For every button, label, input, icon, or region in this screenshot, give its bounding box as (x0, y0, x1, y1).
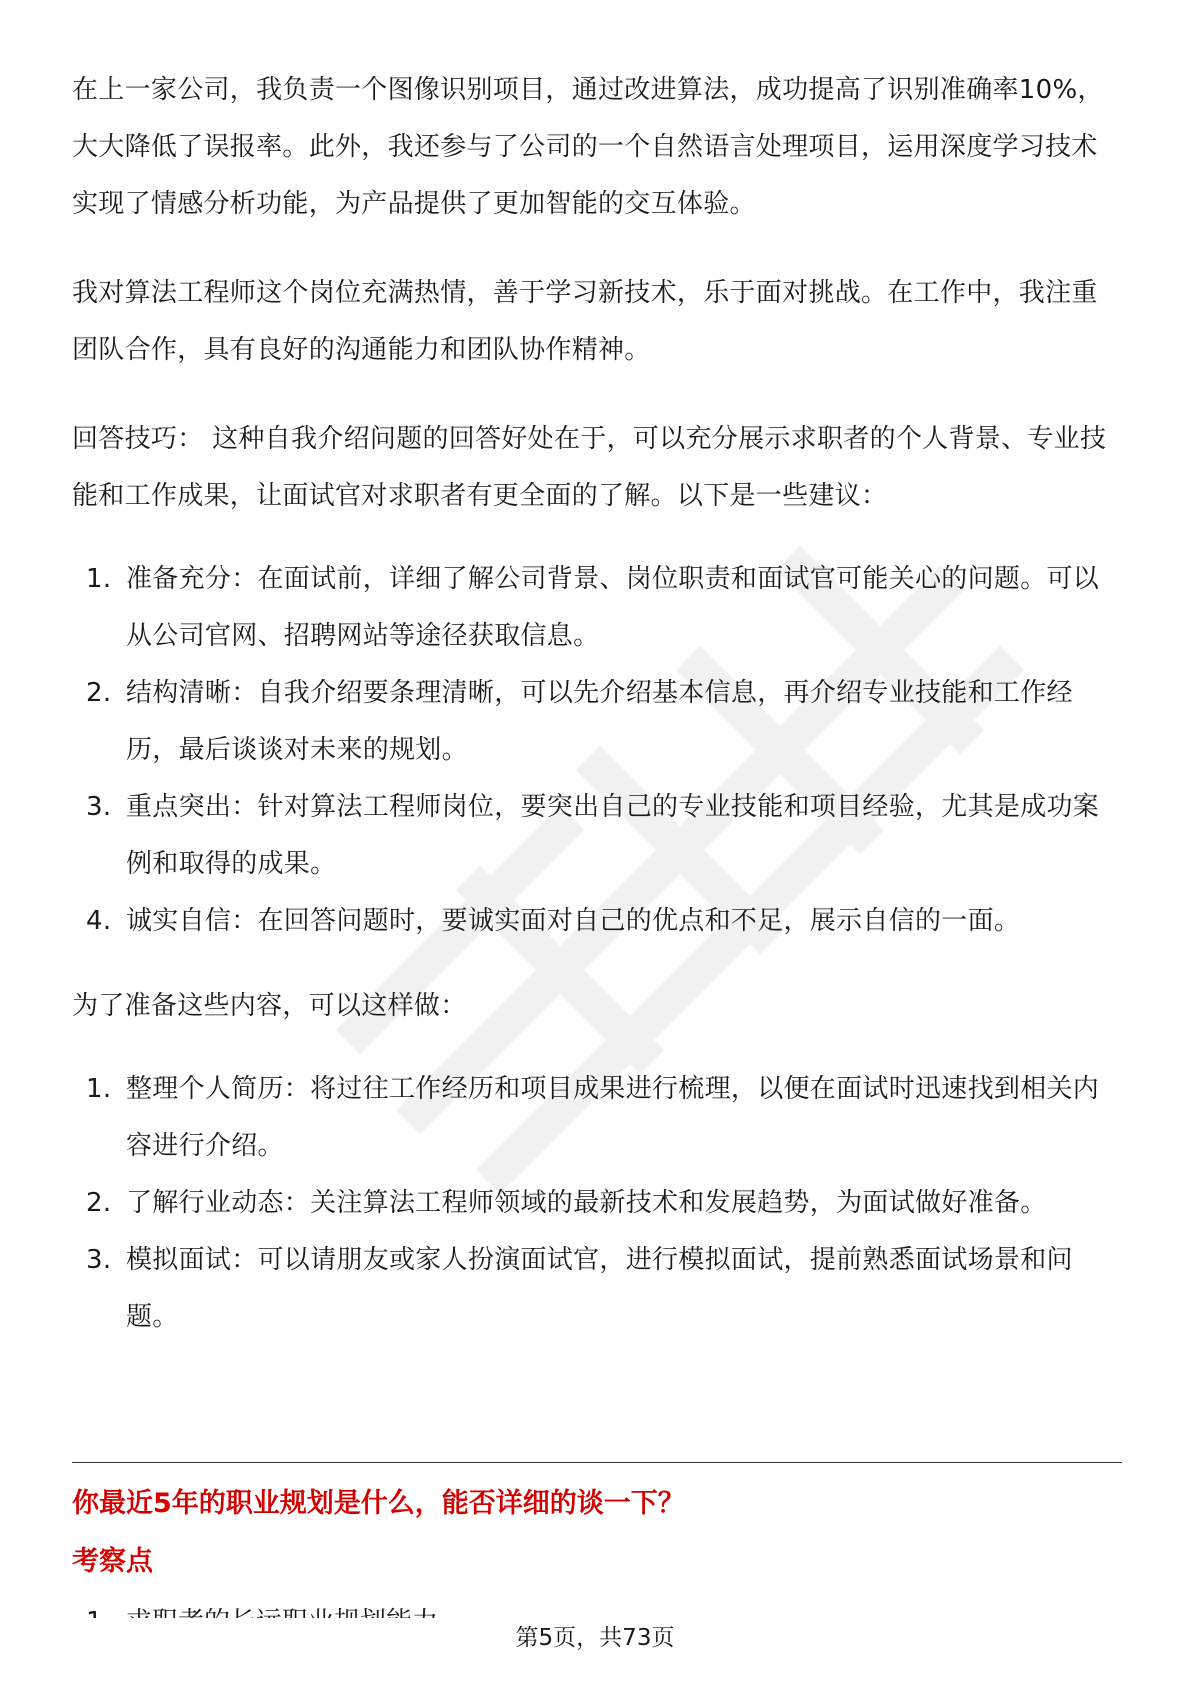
list-number: 4. (86, 906, 112, 936)
question-heading: 你最近5年的职业规划是什么，能否详细的谈一下？ (72, 1488, 685, 1519)
list-number: 3. (86, 1245, 112, 1275)
section-divider (72, 1462, 1122, 1463)
list-item (72, 665, 1122, 779)
question-subheading: 考察点 (72, 1546, 153, 1577)
list-number: 1. (86, 564, 112, 594)
paragraph-prep-intro: 为了准备这些内容，可以这样做： (72, 991, 467, 1021)
prep-list (72, 1061, 1122, 1346)
paragraph-motivation: 我对算法工程师这个岗位充满热情，善于学习新技术，乐于面对挑战。在工作中，我注重团队合作，具有良好的沟通能力和团队协作精神。 (72, 278, 1098, 365)
list-text: 整理个人简历：将过往工作经历和项目成果进行梳理，以便在面试时迅速找到相关内容进行介绍。 (126, 1074, 1100, 1161)
list-item (72, 1175, 1122, 1232)
list-text: 了解行业动态：关注算法工程师领域的最新技术和发展趋势，为面试做好准备。 (126, 1188, 1047, 1218)
list-item (72, 779, 1122, 893)
list-text: 准备充分：在面试前，详细了解公司背景、岗位职责和面试官可能关心的问题。可以从公司官网、招聘网站等途径获取信息。 (126, 564, 1100, 651)
list-text: 模拟面试：可以请朋友或家人扮演面试官，进行模拟面试，提前熟悉面试场景和问题。 (126, 1245, 1073, 1332)
list-text: 重点突出：针对算法工程师岗位，要突出自己的专业技能和项目经验，尤其是成功案例和取得的成果。 (126, 792, 1100, 879)
list-item (72, 1232, 1122, 1346)
list-item (72, 1061, 1122, 1175)
paragraph-experience: 在上一家公司，我负责一个图像识别项目，通过改进算法，成功提高了识别准确率10%，大大降低了误报率。此外，我还参与了公司的一个自然语言处理项目，运用深度学习技术实现了情感分析功能，为产品提供了更加智能的交互体验。 (72, 75, 1104, 219)
list-text: 结构清晰：自我介绍要条理清晰，可以先介绍基本信息，再介绍专业技能和工作经历，最后谈谈对未来的规划。 (126, 678, 1073, 765)
paragraph-answer-tips: 回答技巧： 这种自我介绍问题的回答好处在于，可以充分展示求职者的个人背景、专业技能和工作成果，让面试官对求职者有更全面的了解。以下是一些建议： (72, 424, 1107, 511)
page-footer: 第5页，共73页 (0, 1618, 1190, 1658)
list-item (72, 551, 1122, 665)
main-content (72, 62, 1122, 1374)
list-number: 1. (86, 1074, 112, 1104)
list-number: 2. (86, 678, 112, 708)
list-number: 2. (86, 1188, 112, 1218)
list-text: 诚实自信：在回答问题时，要诚实面对自己的优点和不足，展示自信的一面。 (126, 906, 1021, 936)
list-item (72, 893, 1122, 950)
list-number: 3. (86, 792, 112, 822)
cut-off-list-item (72, 1594, 438, 1620)
tips-list (72, 551, 1122, 950)
